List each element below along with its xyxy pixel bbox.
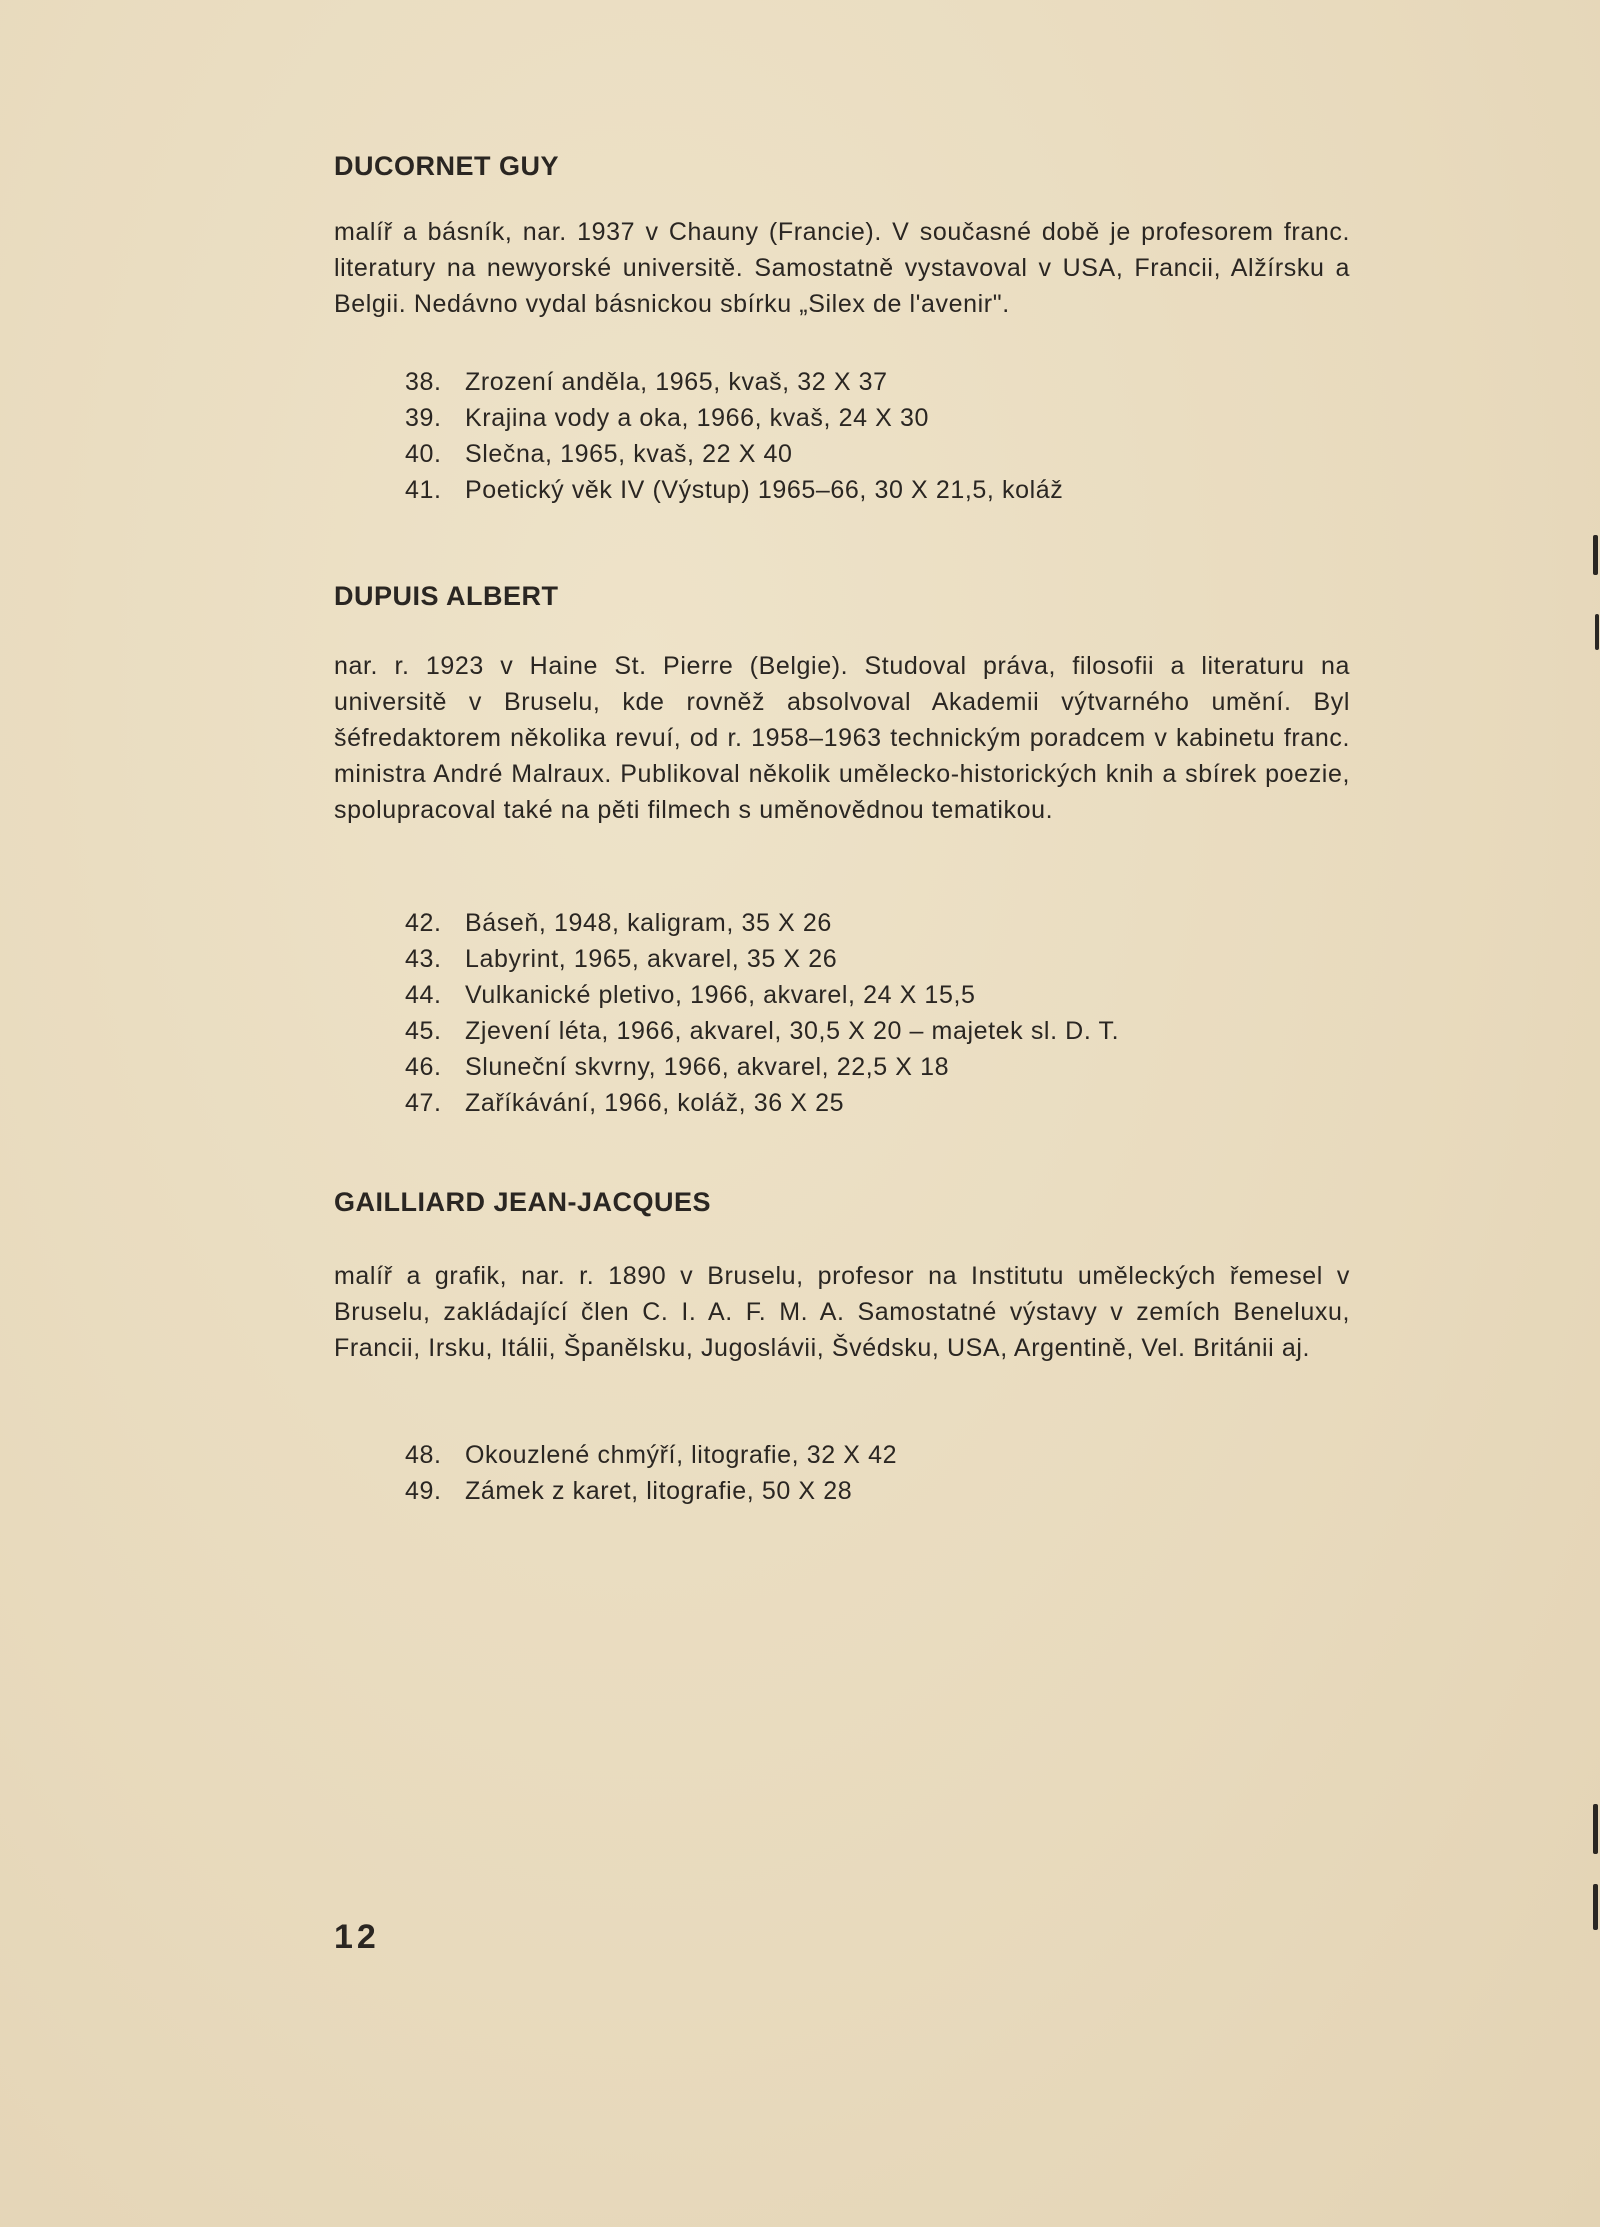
binding-mark [1595,614,1599,650]
work-title: Okouzlené chmýří, litografie, 32 X 42 [465,1441,898,1469]
work-item [405,941,1119,977]
work-item [405,977,1119,1013]
work-item [405,436,1063,472]
work-item [405,400,1063,436]
work-title: Zjevení léta, 1966, akvarel, 30,5 X 20 – majetek sl. D. T. [465,1017,1120,1045]
artist-heading-gailliard: GAILLIARD JEAN-JACQUES [334,1187,712,1217]
binding-mark [1593,1804,1598,1854]
work-number: 49. [405,1477,442,1505]
work-number: 38. [405,368,442,396]
work-item [405,1085,1119,1121]
works-list-gailliard [405,1437,897,1509]
work-number: 41. [405,476,442,504]
work-number: 48. [405,1441,442,1469]
work-item [405,364,1063,400]
work-number: 43. [405,945,442,973]
work-title: Báseň, 1948, kaligram, 35 X 26 [465,909,832,937]
work-title: Slečna, 1965, kvaš, 22 X 40 [465,440,793,468]
work-item [405,1013,1119,1049]
works-list-ducornet [405,364,1063,508]
artist-heading-ducornet: DUCORNET GUY [334,151,560,181]
work-item [405,905,1119,941]
artist-bio-dupuis: nar. r. 1923 v Haine St. Pierre (Belgie). Studoval práva, filosofii a literaturu na universitě v Bruselu, kde rovněž absolvoval Akademii výtvarného umění. Byl šéfredaktorem několika revuí, od r. 1958–1963 technickým poradcem v kabinetu franc. ministra André Malraux. Publikoval několik umělecko-historických knih a sbírek poezie, spolupracoval také na pěti filmech s uměnovědnou tematikou. [334,652,1350,824]
work-title: Vulkanické pletivo, 1966, akvarel, 24 X 15,5 [465,981,976,1009]
work-item [405,472,1063,508]
work-number: 47. [405,1089,442,1117]
work-item [405,1049,1119,1085]
work-number: 45. [405,1017,442,1045]
work-number: 42. [405,909,442,937]
page-number: 12 [334,1918,380,1956]
artist-heading-dupuis: DUPUIS ALBERT [334,581,559,611]
work-title: Zrození anděla, 1965, kvaš, 32 X 37 [465,368,888,396]
artist-bio-ducornet: malíř a básník, nar. 1937 v Chauny (Francie). V současné době je profesorem franc. literatury na newyorské universitě. Samostatně vystavoval v USA, Francii, Alžírsku a Belgii. Nedávno vydal básnickou sbírku „Silex de l'avenir". [334,218,1350,318]
work-title: Labyrint, 1965, akvarel, 35 X 26 [465,945,838,973]
works-list-dupuis [405,905,1119,1121]
artist-bio-gailliard: malíř a grafik, nar. r. 1890 v Bruselu, profesor na Institutu uměleckých řemesel v Bruselu, zakládající člen C. I. A. F. M. A. Samostatné výstavy v zemích Beneluxu, Francii, Irsku, Itálii, Španělsku, Jugoslávii, Švédsku, USA, Argentině, Vel. Británii aj. [334,1262,1350,1362]
work-number: 46. [405,1053,442,1081]
work-title: Krajina vody a oka, 1966, kvaš, 24 X 30 [465,404,929,432]
work-item [405,1473,897,1509]
work-title: Zámek z karet, litografie, 50 X 28 [465,1477,853,1505]
work-number: 39. [405,404,442,432]
work-title: Poetický věk IV (Výstup) 1965–66, 30 X 21,5, koláž [465,476,1064,504]
work-title: Sluneční skvrny, 1966, akvarel, 22,5 X 18 [465,1053,950,1081]
work-number: 40. [405,440,442,468]
work-title: Zaříkávání, 1966, koláž, 36 X 25 [465,1089,845,1117]
binding-mark [1593,535,1598,575]
work-item [405,1437,897,1473]
binding-mark [1593,1884,1598,1930]
work-number: 44. [405,981,442,1009]
